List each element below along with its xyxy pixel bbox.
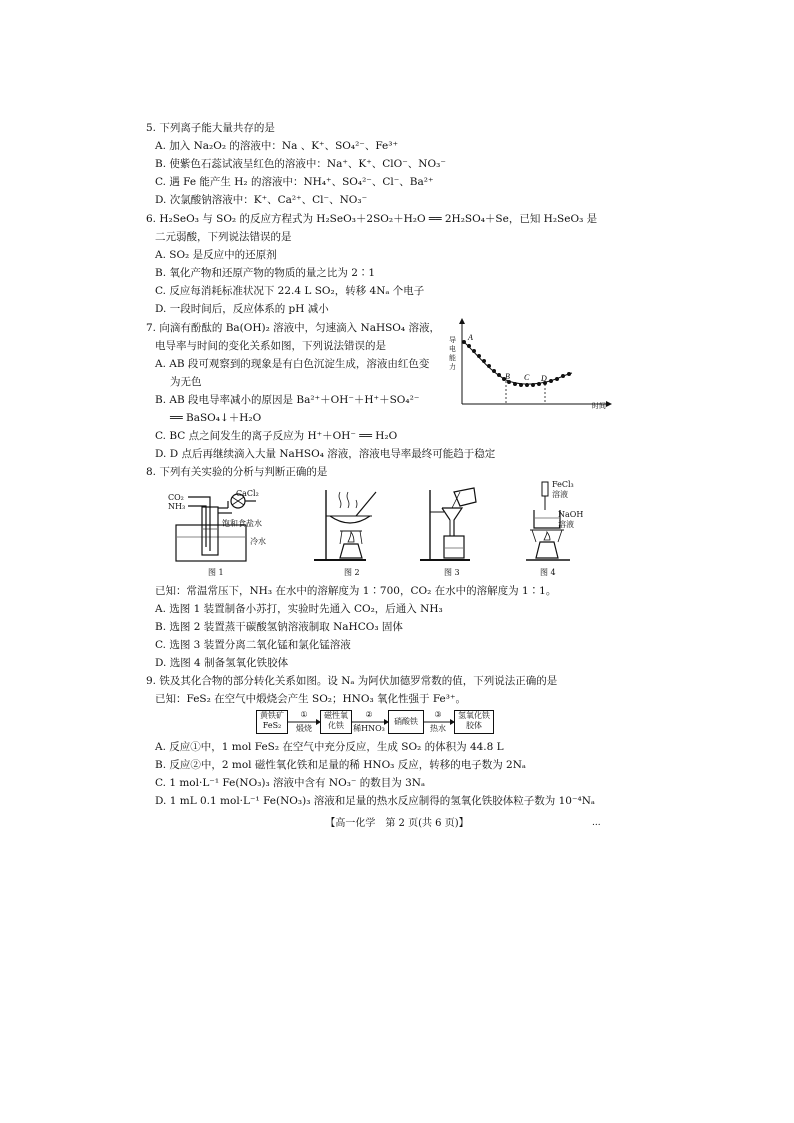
q7-option-c: C. BC 点之间发生的离子反应为 H⁺＋OH⁻ ══ H₂O xyxy=(155,430,398,442)
flow-box-colloid-line1: 氢氧化铁 xyxy=(458,711,490,720)
q6-option-c: C. 反应每消耗标准状况下 22.4 L SO₂，转移 4Nₐ 个电子 xyxy=(155,285,425,297)
q6-stem-line1: 6. H₂SeO₃ 与 SO₂ 的反应方程式为 H₂SeO₃＋2SO₂＋H₂O ══ 2H₂SO₄＋Se，已知 H₂SeO₃ 是 xyxy=(146,213,598,225)
q9-option-b: B. 反应②中，2 mol 磁性氧化铁和足量的稀 HNO₃ 反应，转移的电子数为 2Nₐ xyxy=(155,759,526,771)
fig1-brine-label: 饱和食盐水 xyxy=(222,519,262,528)
q9-stem-line2: 已知：FeS₂ 在空气中煅烧会产生 SO₂；HNO₃ 氧化性强于 Fe³⁺。 xyxy=(155,693,467,705)
fig4-fecl3-label: FeCl₃ xyxy=(552,480,574,489)
q9-stem-line1: 9. 铁及其化合物的部分转化关系如图。设 Nₐ 为阿伏加德罗常数的值，下列说法正确的是 xyxy=(146,675,558,687)
figure-4-caption: 图 4 xyxy=(540,568,556,577)
point-b-label: B xyxy=(505,372,510,381)
q6-option-b: B. 氧化产物和还原产物的物质的量之比为 2∶1 xyxy=(155,267,376,279)
flow-step1-number: ① xyxy=(300,710,308,719)
figure-3-caption: 图 3 xyxy=(444,568,460,577)
fig1-nh3-label: NH₃ xyxy=(168,502,186,511)
fig4-naoh-label: NaOH xyxy=(558,510,584,519)
page-footer: 【高一化学 第 2 页(共 6 页)】 xyxy=(325,818,469,829)
q7-option-a-line2: 为无色 xyxy=(170,376,202,388)
point-c-label: C xyxy=(524,373,530,382)
q8-known: 已知：常温常压下，NH₃ 在水中的溶解度为 1∶700，CO₂ 在水中的溶解度为 1∶1。 xyxy=(155,585,557,597)
flow-step3-number: ③ xyxy=(434,710,442,719)
q8-option-c: C. 选图 3 装置分离二氧化锰和氯化锰溶液 xyxy=(155,639,351,651)
q7-option-b-line1: B. AB 段电导率减小的原因是 Ba²⁺＋OH⁻＋H⁺＋SO₄²⁻ xyxy=(155,394,420,406)
conductivity-graph xyxy=(446,318,616,412)
q9-option-d: D. 1 mL 0.1 mol·L⁻¹ Fe(NO₃)₃ 溶液和足量的热水反应制得的氢氧化铁胶体粒子数为 10⁻⁴Nₐ xyxy=(155,795,595,807)
time-axis-arrow-icon xyxy=(606,401,612,407)
flow-box-pyrite-line1: 黄铁矿 xyxy=(260,711,284,720)
q6-option-d: D. 一段时间后，反应体系的 pH 减小 xyxy=(155,303,329,315)
figure-2-evaporation xyxy=(306,486,396,566)
flow-step3-condition: 热水 xyxy=(430,724,446,733)
figure-3-filtration xyxy=(414,486,494,566)
q5-option-a: A. 加入 Na₂O₂ 的溶液中：Na 、K⁺、SO₄²⁻、Fe³⁺ xyxy=(155,140,399,152)
q7-stem-line2: 电导率与时间的变化关系如图，下列说法错误的是 xyxy=(155,340,386,352)
q8-option-a: A. 选图 1 装置制备小苏打，实验时先通入 CO₂，后通入 NH₃ xyxy=(155,603,443,615)
q5-stem: 5. 下列离子能大量共存的是 xyxy=(146,122,275,134)
q8-option-d: D. 选图 4 制备氢氧化铁胶体 xyxy=(155,657,289,669)
flow-step1-condition: 煅烧 xyxy=(296,724,312,733)
point-d-label: D xyxy=(541,374,547,383)
flow-box-magnetite-line2: 化铁 xyxy=(328,721,344,730)
q6-stem-line2: 二元弱酸，下列说法错误的是 xyxy=(155,231,292,243)
q5-option-d: D. 次氯酸钠溶液中：K⁺、Ca²⁺、Cl⁻、NO₃⁻ xyxy=(155,194,368,206)
flow-box-pyrite-line2: FeS₂ xyxy=(262,721,282,730)
time-axis-label: 时间 xyxy=(592,402,606,410)
q8-stem: 8. 下列有关实验的分析与判断正确的是 xyxy=(146,466,328,478)
page-dots: ... xyxy=(592,818,601,828)
flow-box-magnetite-line1: 磁性氧 xyxy=(324,711,348,720)
conductivity-axis-arrow-icon xyxy=(459,318,465,324)
flow-step2-condition: 稀HNO₃ xyxy=(353,724,385,733)
q8-option-b: B. 选图 2 装置蒸干碳酸氢钠溶液制取 NaHCO₃ 固体 xyxy=(155,621,403,633)
figure-2-caption: 图 2 xyxy=(344,568,360,577)
q7-option-b-line2: ══ BaSO₄↓＋H₂O xyxy=(170,412,262,424)
fig1-cold-water-label: 冷水 xyxy=(250,537,266,546)
flow-step2-number: ② xyxy=(365,710,373,719)
fig4-naoh-solution-label: 溶液 xyxy=(558,520,574,529)
fig1-co2-label: CO₂ xyxy=(168,493,184,502)
q7-option-d: D. D 点后再继续滴入大量 NaHSO₄ 溶液，溶液电导率最终可能趋于稳定 xyxy=(155,448,496,460)
q9-option-c: C. 1 mol·L⁻¹ Fe(NO₃)₃ 溶液中含有 NO₃⁻ 的数目为 3Nₐ xyxy=(155,777,426,789)
q6-option-a: A. SO₂ 是反应中的还原剂 xyxy=(155,249,277,261)
flow-box-colloid-line2: 胶体 xyxy=(466,721,482,730)
fig1-cacl2-label: CaCl₂ xyxy=(236,489,259,498)
point-a-label: A xyxy=(468,333,473,342)
q5-option-b: B. 使紫色石蕊试液呈红色的溶液中：Na⁺、K⁺、ClO⁻、NO₃⁻ xyxy=(155,158,446,170)
flow-box-iron-nitrate: 硝酸铁 xyxy=(388,710,424,734)
figure-1-caption: 图 1 xyxy=(208,568,224,577)
q7-stem-line1: 7. 向滴有酚酞的 Ba(OH)₂ 溶液中，匀速滴入 NaHSO₄ 溶液， xyxy=(146,322,440,334)
conductivity-axis-label: 导电能力 xyxy=(449,336,456,371)
fig4-fecl3-solution-label: 溶液 xyxy=(552,490,568,499)
q7-option-a-line1: A. AB 段可观察到的现象是有白色沉淀生成，溶液由红色变 xyxy=(155,358,430,370)
q9-option-a: A. 反应①中，1 mol FeS₂ 在空气中充分反应，生成 SO₂ 的体积为 44.8 L xyxy=(155,741,504,753)
q5-option-c: C. 遇 Fe 能产生 H₂ 的溶液中：NH₄⁺、SO₄²⁻、Cl⁻、Ba²⁺ xyxy=(155,176,434,188)
